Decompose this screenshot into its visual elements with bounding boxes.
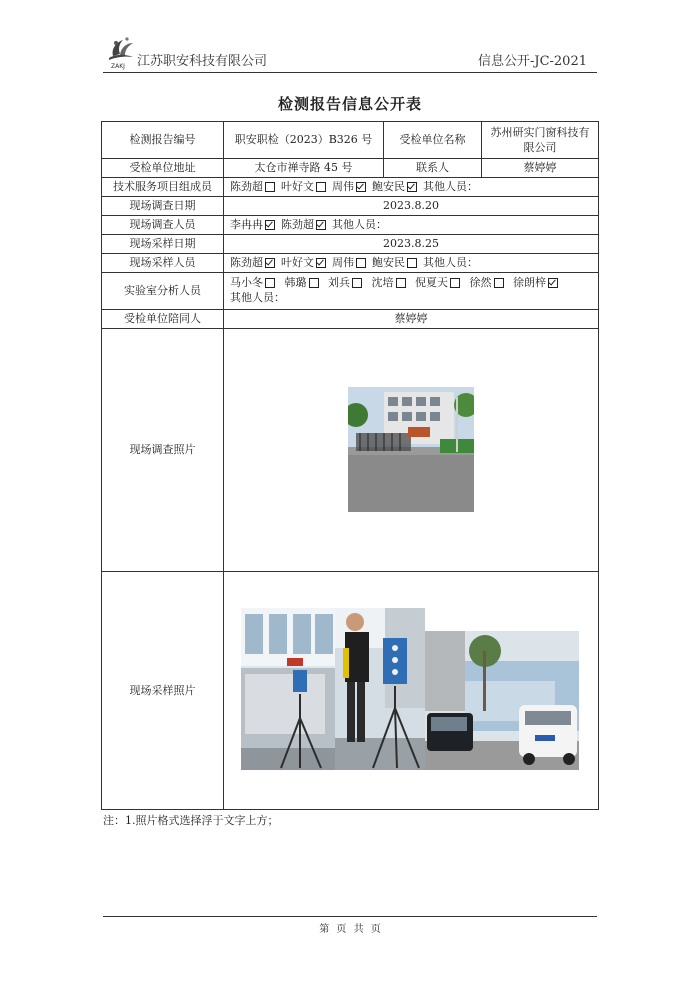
sampling-photo-1 xyxy=(241,608,335,770)
team-member: 陈劲超 xyxy=(230,180,263,194)
survey-person: 陈劲超 xyxy=(281,218,314,232)
lab-people xyxy=(224,273,598,310)
contact-label: 联系人 xyxy=(384,159,482,178)
survey-date-label: 现场调查日期 xyxy=(102,197,224,216)
team-member: 周伟 xyxy=(332,180,354,194)
lab-person: 倪夏天 xyxy=(415,276,448,289)
checkbox-icon[interactable] xyxy=(316,220,326,230)
page-title: 检测报告信息公开表 xyxy=(277,95,422,113)
checkbox-icon[interactable] xyxy=(407,258,417,268)
survey-other: 其他人员： xyxy=(332,218,387,232)
escort-value: 蔡婷婷 xyxy=(224,310,598,329)
checkbox-icon[interactable] xyxy=(265,278,275,288)
sampling-other: 其他人员： xyxy=(423,256,478,270)
survey-date-value: 2023.8.20 xyxy=(224,197,598,216)
team-member: 叶好文 xyxy=(281,180,314,194)
team-members xyxy=(224,178,598,197)
checkbox-icon[interactable] xyxy=(548,278,558,288)
survey-people-label: 现场调查人员 xyxy=(102,216,224,235)
checkbox-icon[interactable] xyxy=(265,220,275,230)
sampling-person: 鲍安民 xyxy=(372,256,405,270)
checkbox-icon[interactable] xyxy=(356,182,366,192)
survey-photo xyxy=(348,387,474,512)
document-code: 信息公开-JC-2021 xyxy=(477,54,587,69)
svg-text:ZAKJ: ZAKJ xyxy=(111,63,125,70)
team-member: 鲍安民 xyxy=(372,180,405,194)
escort-label: 受检单位陪同人 xyxy=(102,310,224,329)
page-number: 第 页 共 页 xyxy=(319,924,381,935)
lab-person: 韩璐 xyxy=(284,276,307,289)
checkbox-icon[interactable] xyxy=(356,258,366,268)
page-header xyxy=(103,34,597,73)
checkbox-icon[interactable] xyxy=(352,278,362,288)
address-label: 受检单位地址 xyxy=(102,159,224,178)
checkbox-icon[interactable] xyxy=(407,182,417,192)
sampling-photo-label: 现场采样照片 xyxy=(102,572,224,809)
checkbox-icon[interactable] xyxy=(450,278,460,288)
sampling-date-label: 现场采样日期 xyxy=(102,235,224,254)
lab-person: 马小冬 xyxy=(230,276,263,289)
survey-photo-label: 现场调查照片 xyxy=(102,329,224,572)
lab-other: 其他人员： xyxy=(230,291,285,305)
report-no-value: 职安职检（2023）B326 号 xyxy=(224,122,384,159)
sampling-photo-3 xyxy=(425,631,579,770)
unit-name-label: 受检单位名称 xyxy=(384,122,482,159)
lab-person: 沈培 xyxy=(371,276,394,289)
checkbox-icon[interactable] xyxy=(309,278,319,288)
company-name: 江苏职安科技有限公司 xyxy=(137,54,268,69)
checkbox-icon[interactable] xyxy=(396,278,406,288)
unit-name-value: 苏州研实门窗科技有限公司 xyxy=(482,122,598,159)
checkbox-icon[interactable] xyxy=(265,258,275,268)
sampling-people-label: 现场采样人员 xyxy=(102,254,224,273)
checkbox-icon[interactable] xyxy=(316,182,326,192)
company-logo xyxy=(103,34,139,70)
contact-value: 蔡婷婷 xyxy=(482,159,598,178)
sampling-person: 陈劲超 xyxy=(230,256,263,270)
lab-person: 徐然 xyxy=(469,276,492,289)
team-other: 其他人员： xyxy=(423,180,478,194)
survey-person: 李冉冉 xyxy=(230,218,263,232)
checkbox-icon[interactable] xyxy=(494,278,504,288)
checkbox-icon[interactable] xyxy=(316,258,326,268)
address-value: 太仓市禅寺路 45 号 xyxy=(224,159,384,178)
sampling-person: 周伟 xyxy=(332,256,354,270)
footer-divider xyxy=(103,916,597,917)
footnote: 注：1.照片格式选择浮于文字上方； xyxy=(103,814,279,827)
lab-person: 刘兵 xyxy=(328,276,350,289)
sampling-date-value: 2023.8.25 xyxy=(224,235,598,254)
checkbox-icon[interactable] xyxy=(265,182,275,192)
sampling-photo-2 xyxy=(335,608,425,770)
lab-person: 徐朗梓 xyxy=(513,276,546,289)
sampling-person: 叶好文 xyxy=(281,256,314,270)
team-label: 技术服务项目组成员 xyxy=(102,178,224,197)
report-no-label: 检测报告编号 xyxy=(102,122,224,159)
survey-people xyxy=(224,216,598,235)
sampling-people xyxy=(224,254,598,273)
lab-label: 实验室分析人员 xyxy=(102,273,224,310)
